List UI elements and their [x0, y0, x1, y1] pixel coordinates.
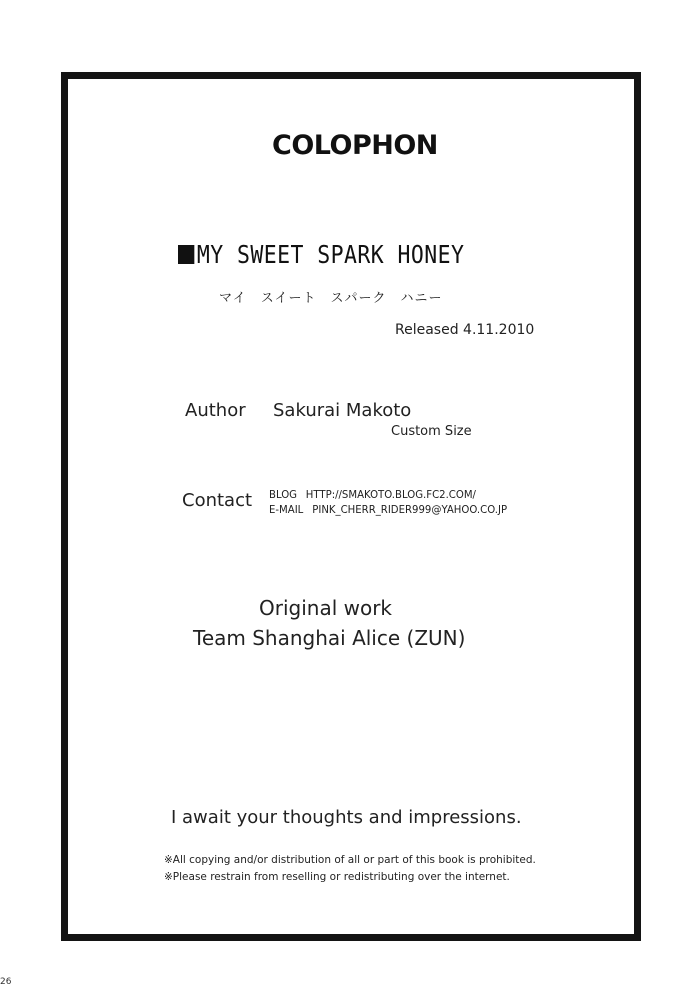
contact-email: [269, 503, 507, 516]
closing-message: I await your thoughts and impressions.: [171, 807, 522, 828]
email-key: E-MAIL: [269, 503, 304, 516]
original-work-label: Original work: [259, 596, 393, 620]
copyright-notice: ※All copying and/or distribution of all or part of this book is prohibited.: [164, 854, 536, 866]
contact-label: Contact: [182, 490, 253, 511]
page-number: 26: [0, 977, 12, 987]
contact-blog: [269, 488, 476, 501]
email-address[interactable]: PINK_CHERR_RIDER999@YAHOO.CO.JP: [312, 503, 508, 516]
circle-name: Custom Size: [391, 424, 472, 439]
book-title: [178, 240, 464, 269]
author-name: Sakurai Makoto: [273, 400, 412, 421]
square-bullet-icon: [178, 245, 194, 264]
blog-key: BLOG: [269, 488, 298, 501]
book-title-reading: マイ スイート スパーク ハニー: [219, 291, 443, 306]
book-title-text: MY SWEET SPARK HONEY: [196, 240, 465, 269]
colophon-heading: COLOPHON: [272, 130, 438, 161]
original-work-value: Team Shanghai Alice (ZUN): [193, 626, 466, 650]
resale-notice: ※Please restrain from reselling or redistributing over the internet.: [164, 871, 510, 883]
release-date: Released 4.11.2010: [395, 322, 535, 338]
blog-url[interactable]: HTTP://SMAKOTO.BLOG.FC2.COM/: [305, 488, 476, 501]
author-label: Author: [185, 400, 246, 421]
